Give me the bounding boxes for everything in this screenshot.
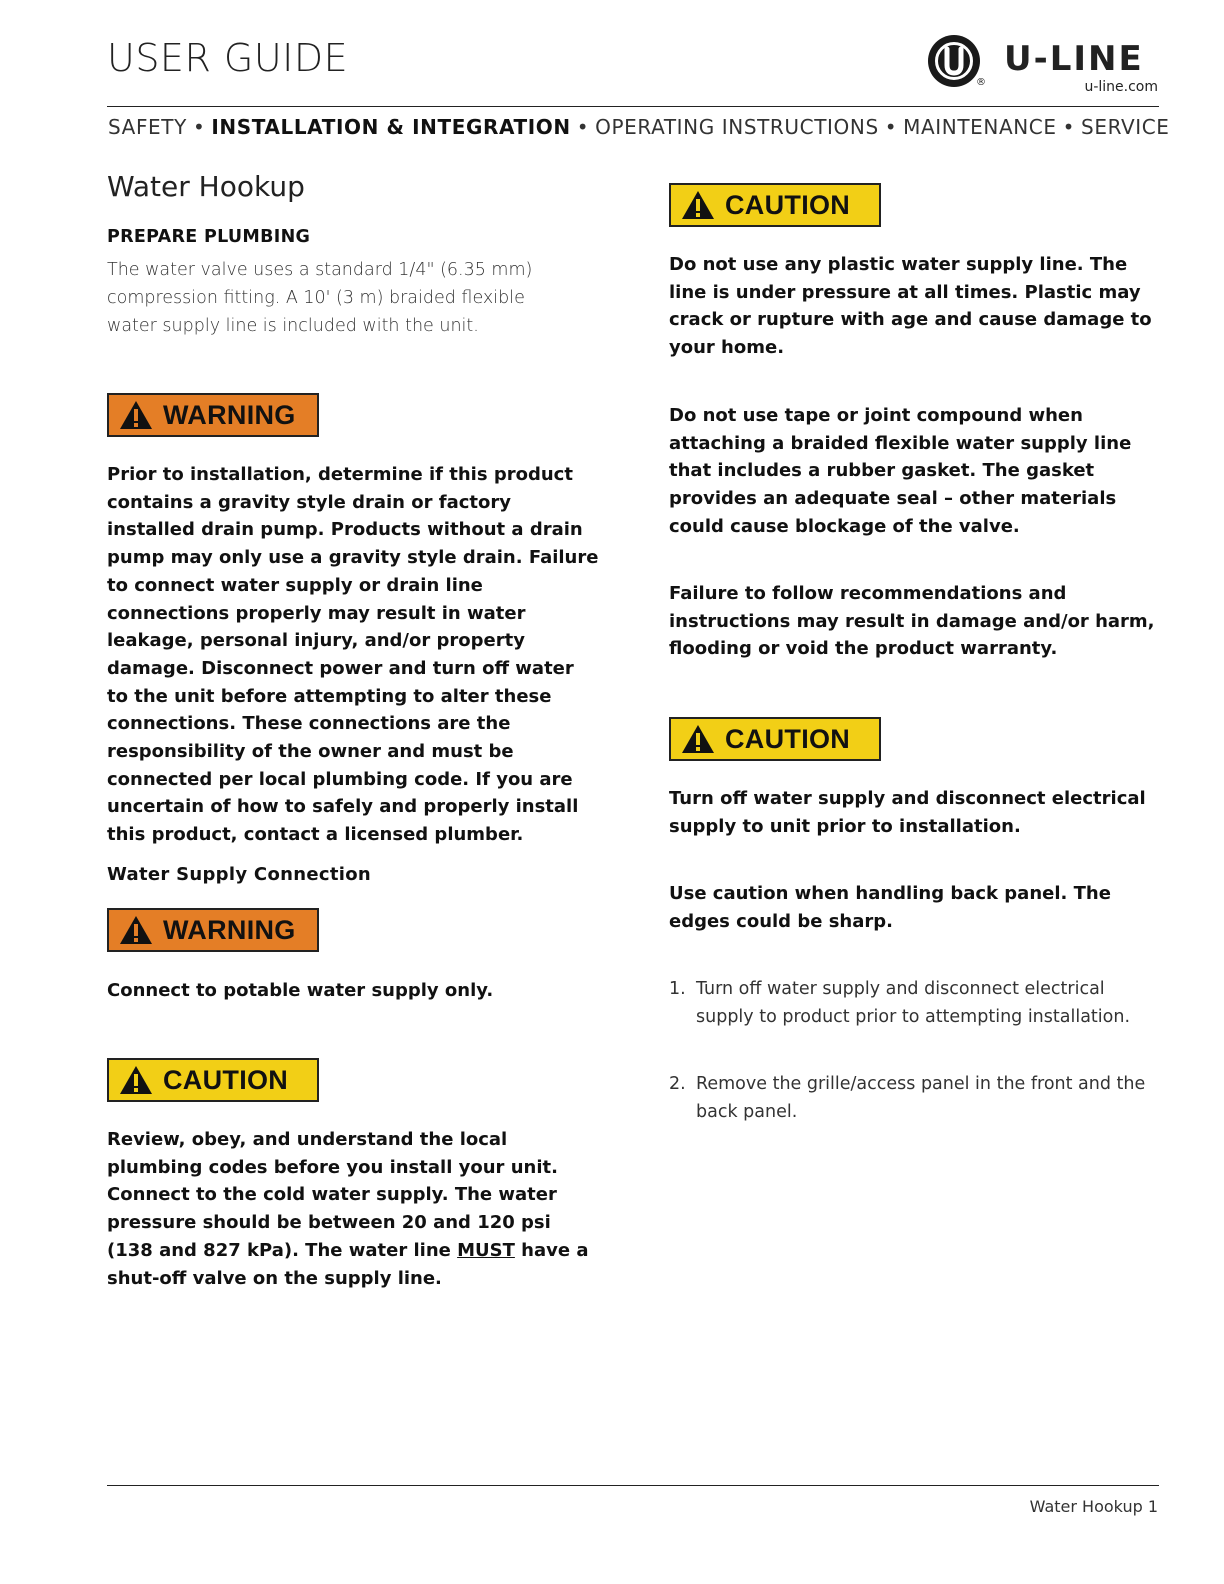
plumbing-codes-text-part: Review, obey, and understand the local plumbing codes before you install your unit. Connect to the cold water supply. The water pressure should be between 20 and 120 psi (138 and 827 kPa). The water line: [107, 1129, 558, 1261]
caution-label: CAUTION: [725, 723, 851, 754]
plumbing-codes-text: [107, 1126, 599, 1292]
warning-triangle-icon: [119, 400, 153, 430]
failure-warranty-text: Failure to follow recommendations and instructions may result in damage and/or harm, flooding or void the product warranty.: [669, 583, 1155, 660]
caution-triangle-icon: [119, 1065, 153, 1095]
registered-mark: ®: [976, 77, 986, 88]
nav-item-maintenance[interactable]: MAINTENANCE: [903, 115, 1057, 139]
warning-drain-text: Prior to installation, determine if this product contains a gravity style drain or factory installed drain pump. Products without a drain pump may only use a gravity style drain. Failure to connect water supply or drain line connections properly may result in water leakage, personal injury, and/or property damage. Disconnect power and turn off water to the unit before attempting to alter these connections. These connections are the responsibility of the owner and must be connected per local plumbing code. If you are uncertain of how to safely and properly install this product, contact a licensed plumber.: [107, 464, 599, 846]
brand-wordmark: U-LINE: [1004, 39, 1144, 79]
warning-badge: [107, 393, 319, 437]
nav-separator: •: [1062, 115, 1076, 139]
caution-badge: [669, 183, 881, 227]
nav-item-installation[interactable]: INSTALLATION & INTEGRATION: [211, 115, 571, 139]
uline-logo: [928, 35, 1160, 95]
section-title: Water Hookup: [107, 170, 305, 203]
potable-water-text: Connect to potable water supply only.: [107, 980, 494, 1001]
page-footer: Water Hookup 1: [1029, 1497, 1158, 1516]
caution-label: CAUTION: [725, 189, 851, 220]
prepare-plumbing-heading: PREPARE PLUMBING: [107, 227, 311, 247]
step-number: 1.: [669, 979, 686, 999]
nav-item-safety[interactable]: SAFETY: [108, 115, 187, 139]
header-divider: [107, 106, 1159, 107]
caution-badge: [669, 717, 881, 761]
prepare-plumbing-text: The water valve uses a standard 1/4" (6.35 mm) compression fitting. A 10' (3 m) braided flexible water supply line is included with the unit.: [107, 260, 533, 336]
must-emphasis: MUST: [457, 1239, 515, 1261]
nav-item-operating[interactable]: OPERATING INSTRUCTIONS: [595, 115, 879, 139]
caution-triangle-icon: [681, 724, 715, 754]
back-panel-text: Use caution when handling back panel. The edges could be sharp.: [669, 883, 1111, 932]
uline-logo-icon: [928, 35, 980, 87]
section-nav: [108, 115, 1170, 139]
warning-badge: [107, 908, 319, 952]
caution-label: CAUTION: [163, 1064, 289, 1095]
turn-off-supply-text: Turn off water supply and disconnect electrical supply to unit prior to installation.: [669, 788, 1146, 837]
step-text: Remove the grille/access panel in the front and the back panel.: [696, 1074, 1146, 1122]
nav-item-service[interactable]: SERVICE: [1081, 115, 1170, 139]
water-supply-heading: Water Supply Connection: [107, 864, 371, 885]
plastic-line-text: Do not use any plastic water supply line. The line is under pressure at all times. Plastic may crack or rupture with age and cause damage to your home.: [669, 254, 1152, 359]
step-text: Turn off water supply and disconnect electrical supply to product prior to attempting installation.: [696, 979, 1131, 1027]
warning-label: WARNING: [163, 914, 296, 945]
brand-url: u-line.com: [1084, 79, 1158, 95]
footer-divider: [107, 1485, 1159, 1486]
plumbing-codes-text-part: have a shut-off valve on the supply line.: [107, 1239, 589, 1289]
step-number: 2.: [669, 1074, 686, 1094]
nav-separator: •: [884, 115, 898, 139]
u-letter-icon: [928, 35, 980, 87]
caution-badge: [107, 1058, 319, 1102]
nav-separator: •: [192, 115, 206, 139]
document-title: USER GUIDE: [107, 36, 349, 80]
tape-compound-text: Do not use tape or joint compound when attaching a braided flexible water supply line that includes a rubber gasket. The gasket provides an adequate seal – other materials could cause blockage of the valve.: [669, 405, 1132, 537]
nav-separator: •: [576, 115, 590, 139]
caution-triangle-icon: [681, 190, 715, 220]
warning-triangle-icon: [119, 915, 153, 945]
warning-label: WARNING: [163, 399, 296, 430]
